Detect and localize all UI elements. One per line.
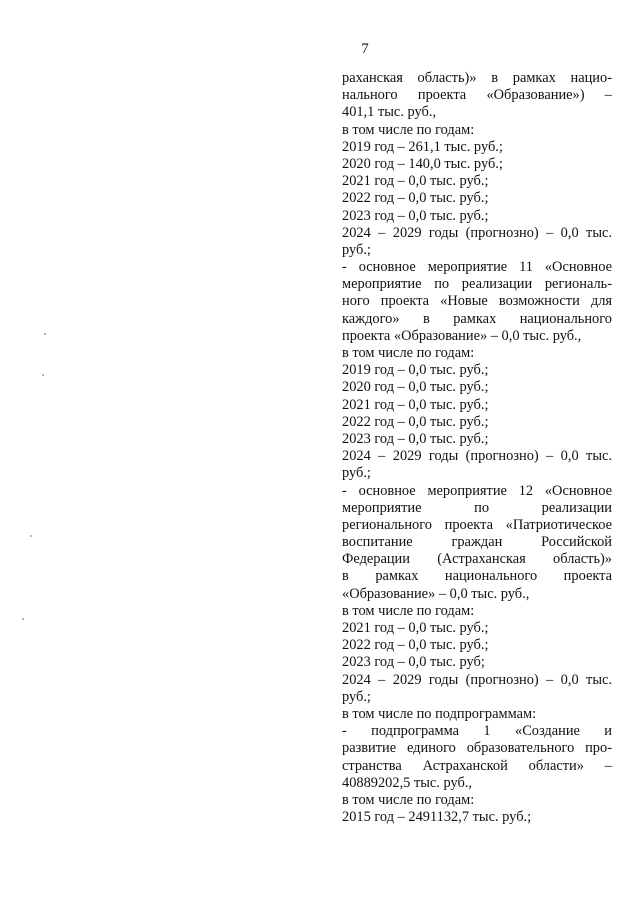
text-line: проекта «Образование» – 0,0 тыс. руб.,	[342, 327, 582, 344]
text-line: мероприятие по реализации региональ-	[342, 276, 612, 293]
text-line: - основное мероприятие 11 «Основное	[342, 259, 612, 276]
text-column	[342, 70, 612, 826]
text-line: в том числе по подпрограммам:	[342, 705, 537, 722]
text-line: руб.;	[342, 241, 371, 258]
text-line: мероприятие по реализации	[342, 499, 612, 516]
text-line: развитие единого образовательного про-	[342, 740, 612, 757]
text-line: - основное мероприятие 12 «Основное	[342, 482, 612, 499]
text-line: 2023 год – 0,0 тыс. руб.;	[342, 430, 489, 447]
text-line: 2019 год – 261,1 тыс. руб.;	[342, 138, 503, 155]
text-line: регионального проекта «Патриотическое	[342, 516, 612, 533]
text-line: 2024 – 2029 годы (прогнозно) – 0,0 тыс.	[342, 448, 612, 465]
text-line: в том числе по годам:	[342, 345, 475, 361]
text-line: каждого» в рамках национального	[342, 310, 612, 327]
text-line: Федерации (Астраханская область)»	[342, 551, 612, 568]
text-line: 2015 год – 2491132,7 тыс. руб.;	[342, 809, 532, 826]
text-line: воспитание граждан Российской	[342, 534, 612, 551]
text-line: раханская область)» в рамках нацио-	[342, 70, 612, 86]
page-number: 7	[361, 41, 369, 57]
text-line: 2020 год – 0,0 тыс. руб.;	[342, 379, 489, 396]
text-line: 40889202,5 тыс. руб.,	[342, 774, 473, 791]
text-line: странства Астраханской области» –	[342, 757, 612, 774]
text-line: руб.;	[342, 688, 371, 705]
scan-speck	[44, 333, 46, 335]
text-line: в том числе по годам:	[342, 791, 475, 808]
text-line: в том числе по годам:	[342, 121, 475, 138]
text-line: 2024 – 2029 годы (прогнозно) – 0,0 тыс.	[342, 224, 612, 241]
text-line: в рамках национального проекта	[342, 568, 612, 585]
text-line: 2021 год – 0,0 тыс. руб.;	[342, 173, 489, 190]
text-line: 2021 год – 0,0 тыс. руб.;	[342, 396, 489, 413]
text-line: 2024 – 2029 годы (прогнозно) – 0,0 тыс.	[342, 671, 612, 688]
text-line: 2020 год – 140,0 тыс. руб.;	[342, 155, 503, 172]
text-line: 2023 год – 0,0 тыс. руб;	[342, 654, 485, 671]
text-line: 2023 год – 0,0 тыс. руб.;	[342, 207, 489, 224]
text-line: «Образование» – 0,0 тыс. руб.,	[342, 585, 530, 602]
text-line: - подпрограмма 1 «Создание и	[342, 723, 612, 740]
text-line: 401,1 тыс. руб.,	[342, 104, 437, 121]
text-line: 2022 год – 0,0 тыс. руб.;	[342, 637, 489, 654]
text-line: 2022 год – 0,0 тыс. руб.;	[342, 190, 489, 207]
text-line: в том числе по годам:	[342, 602, 475, 619]
text-line: 2021 год – 0,0 тыс. руб.;	[342, 620, 489, 636]
text-line: ного проекта «Новые возможности для	[342, 293, 612, 310]
scan-speck	[22, 618, 24, 620]
text-line: нального проекта «Образование») –	[342, 87, 612, 104]
text-line: 2019 год – 0,0 тыс. руб.;	[342, 362, 489, 379]
scan-speck	[30, 535, 32, 537]
text-line: руб.;	[342, 465, 371, 482]
text-line: 2022 год – 0,0 тыс. руб.;	[342, 413, 489, 430]
scan-speck	[42, 374, 44, 376]
